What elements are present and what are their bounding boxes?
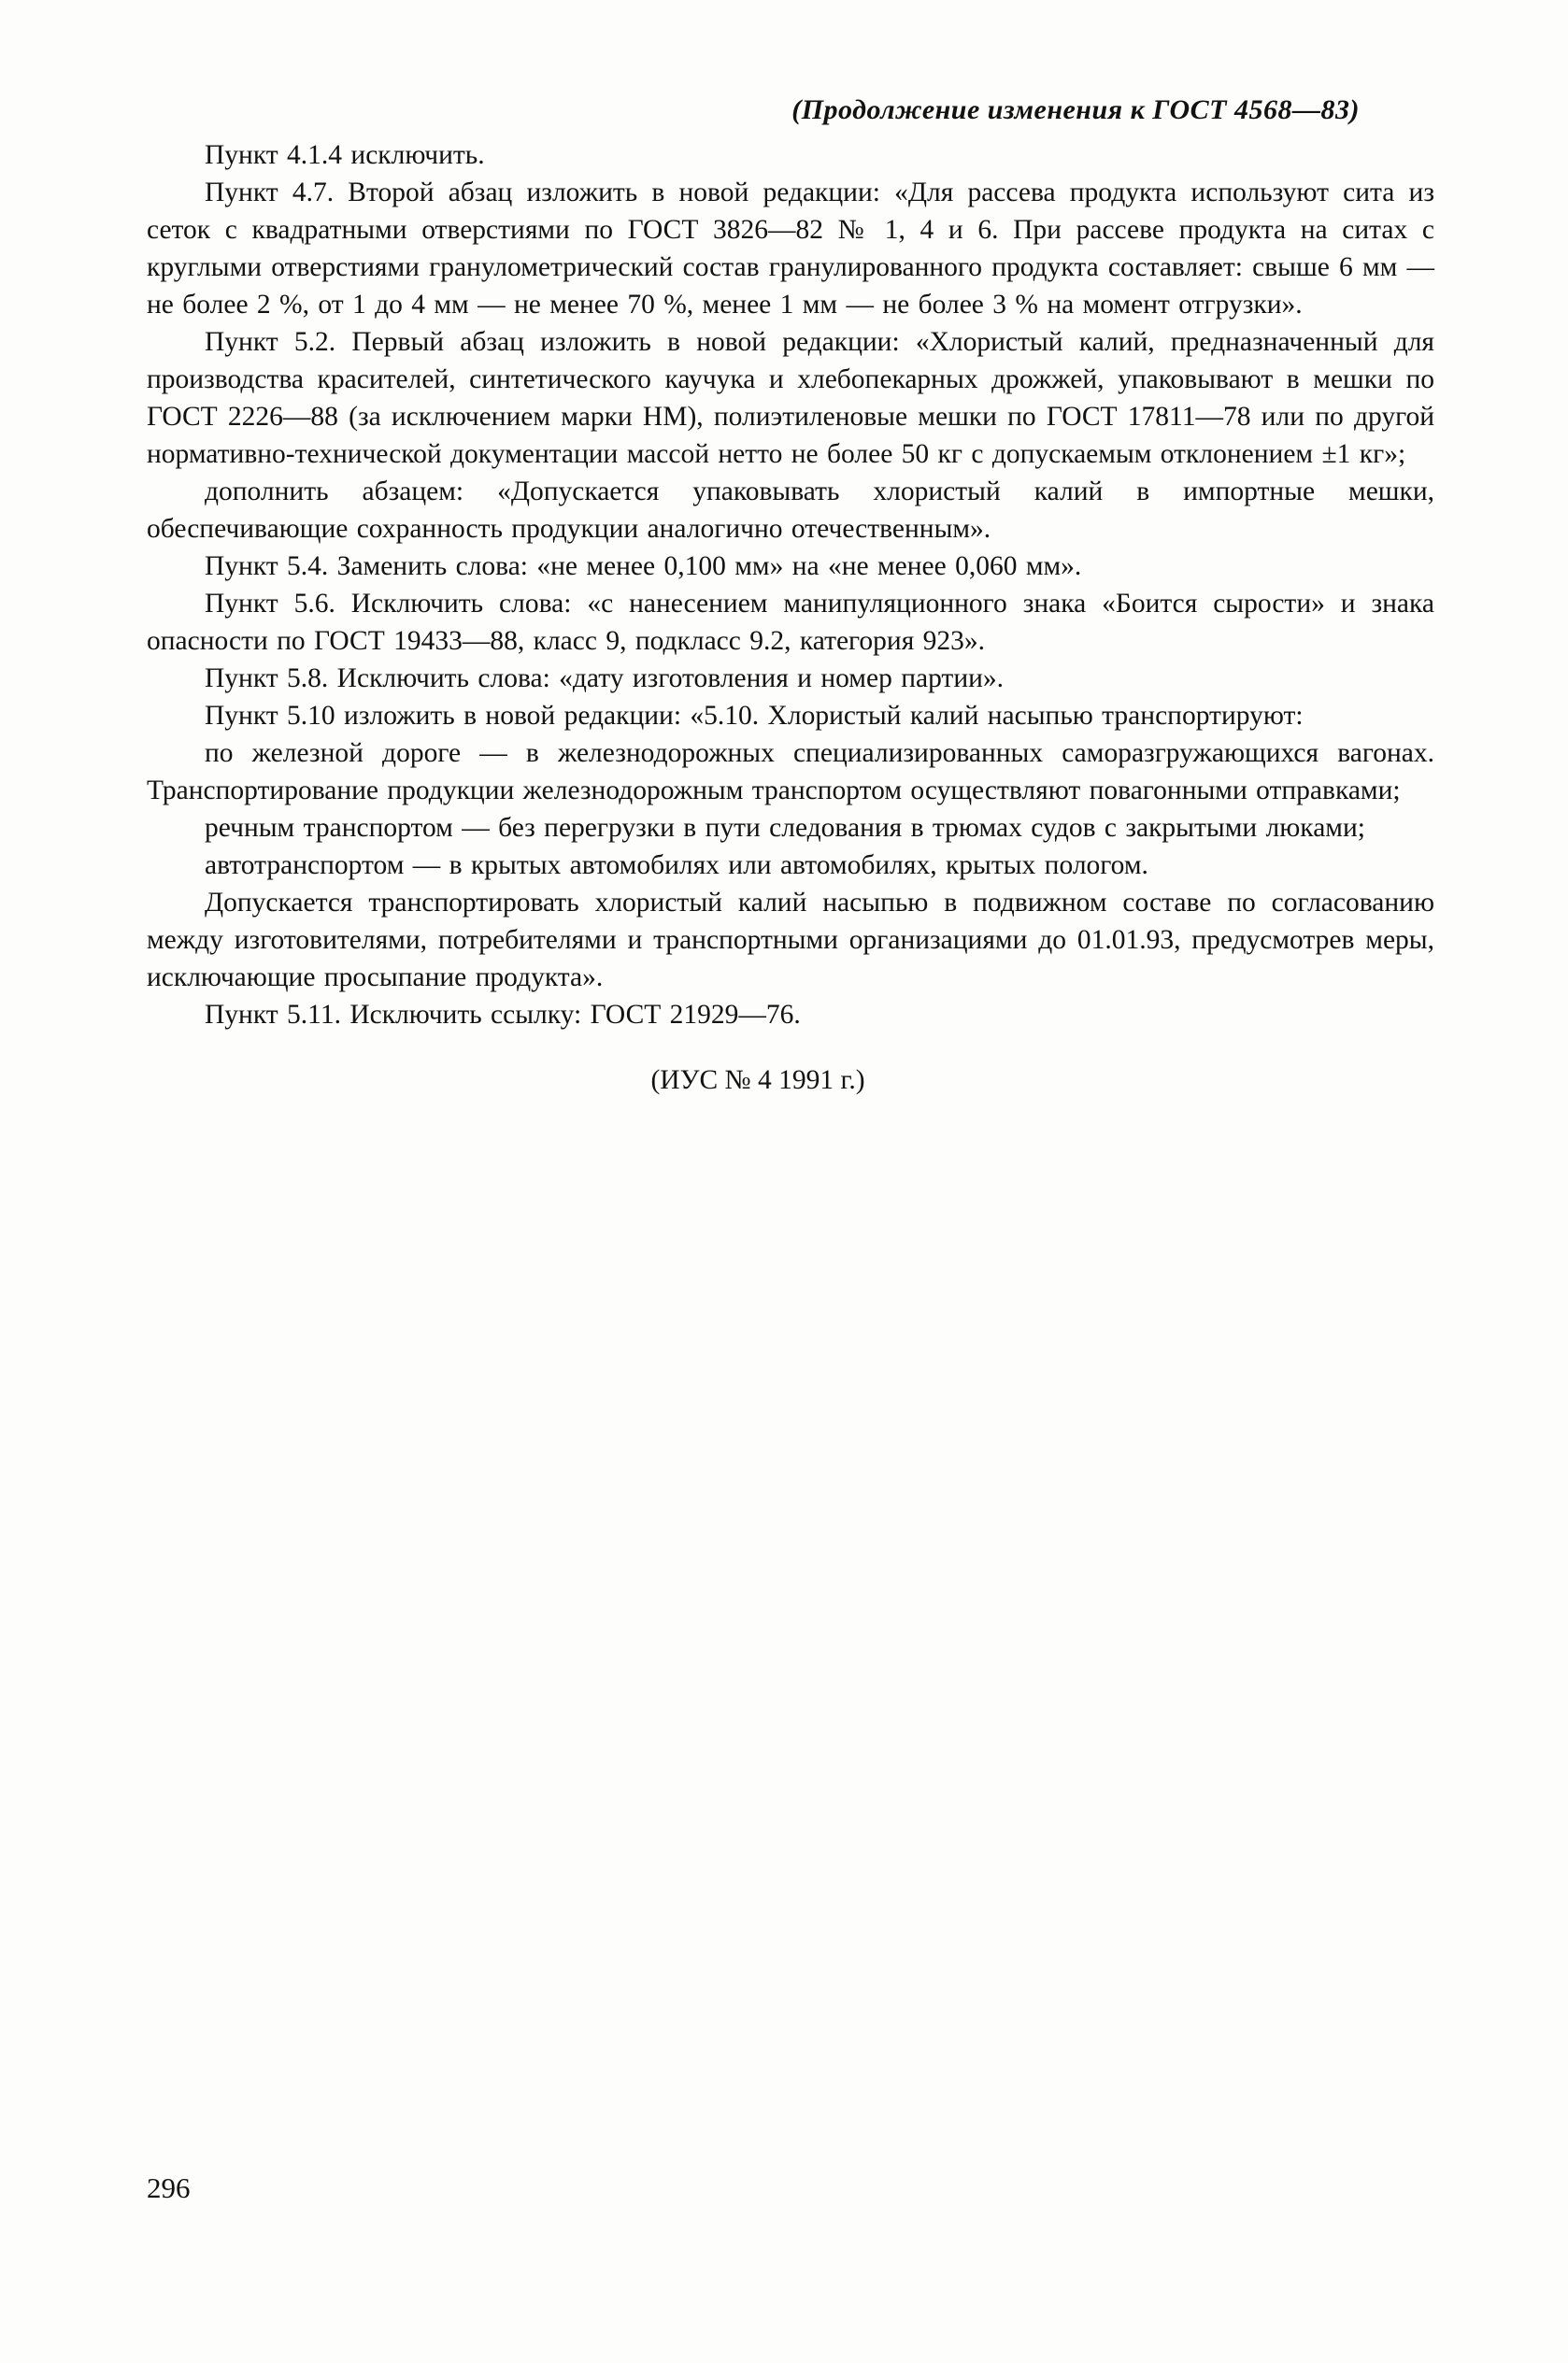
continuation-header: (Продолжение изменения к ГОСТ 4568—83) [791, 94, 1360, 125]
paragraph: Пункт 5.8. Исключить слова: «дату изготовления и номер партии». [205, 663, 1005, 693]
paragraph: речным транспортом — без перегрузки в пути следования в трюмах судов с закрытыми люками; [205, 813, 1365, 843]
paragraph: Пункт 4.1.4 исключить. [205, 140, 485, 170]
paragraph: Пункт 4.7. Второй абзац изложить в новой редакции: «Для рассева продукта используют сита из сеток с квадратными отверстиями по ГОСТ 3826—82 № 1, 4 и 6. При рассеве продукта на ситах с круглыми отверстиями гранулометрический состав гранулированного продукта составляет: свыше 6 мм — не более 2 %, от 1 до 4 мм — не менее 70 %, менее 1 мм — не более 3 % на момент отгрузки». [147, 178, 1434, 320]
paragraph: Допускается транспортировать хлористый калий насыпью в подвижном составе по согласованию между изготовителями, потребителями и транспортными организациями до 01.01.93, предусмотрев меры, исключающие просыпание продукта». [147, 888, 1434, 992]
paragraph: Пункт 5.6. Исключить слова: «с нанесением манипуляционного знака «Боится сырости» и знака опасности по ГОСТ 19433—88, класс 9, подкласс 9.2, категория 923». [147, 589, 1434, 656]
paragraph: Пункт 5.11. Исключить ссылку: ГОСТ 21929—76. [205, 1000, 801, 1030]
paragraph: автотранспортом — в крытых автомобилях или автомобилях, крытых пологом. [205, 850, 1148, 880]
paragraph: Пункт 5.4. Заменить слова: «не менее 0,100 мм» на «не менее 0,060 мм». [205, 551, 1082, 581]
paragraph: Пункт 5.10 изложить в новой редакции: «5.10. Хлористый калий насыпью транспортируют: [205, 701, 1304, 731]
issue-note: (ИУС № 4 1991 г.) [650, 1065, 865, 1095]
paragraph: Пункт 5.2. Первый абзац изложить в новой редакции: «Хлористый калий, предназначенный для производства красителей, синтетического каучука и хлебопекарных дрожжей, упаковывают в мешки по ГОСТ 2226—88 (за исключением марки НМ), полиэтиленовые мешки по ГОСТ 17811—78 или по другой нормативно-технической документации массой нетто не более 50 кг с допускаемым отклонением ±1 кг»; [147, 327, 1434, 469]
text-block [147, 92, 1434, 1099]
paragraph: дополнить абзацем: «Допускается упаковывать хлористый калий в импортные мешки, обеспечивающие сохранность продукции аналогично отечественным». [147, 477, 1434, 544]
paragraph: по железной дороге — в железнодорожных специализированных саморазгружающихся вагонах. Транспортирование продукции железнодорожным транспортом осуществляют повагонными отправками; [147, 738, 1434, 805]
page-number: 296 [147, 2171, 191, 2204]
